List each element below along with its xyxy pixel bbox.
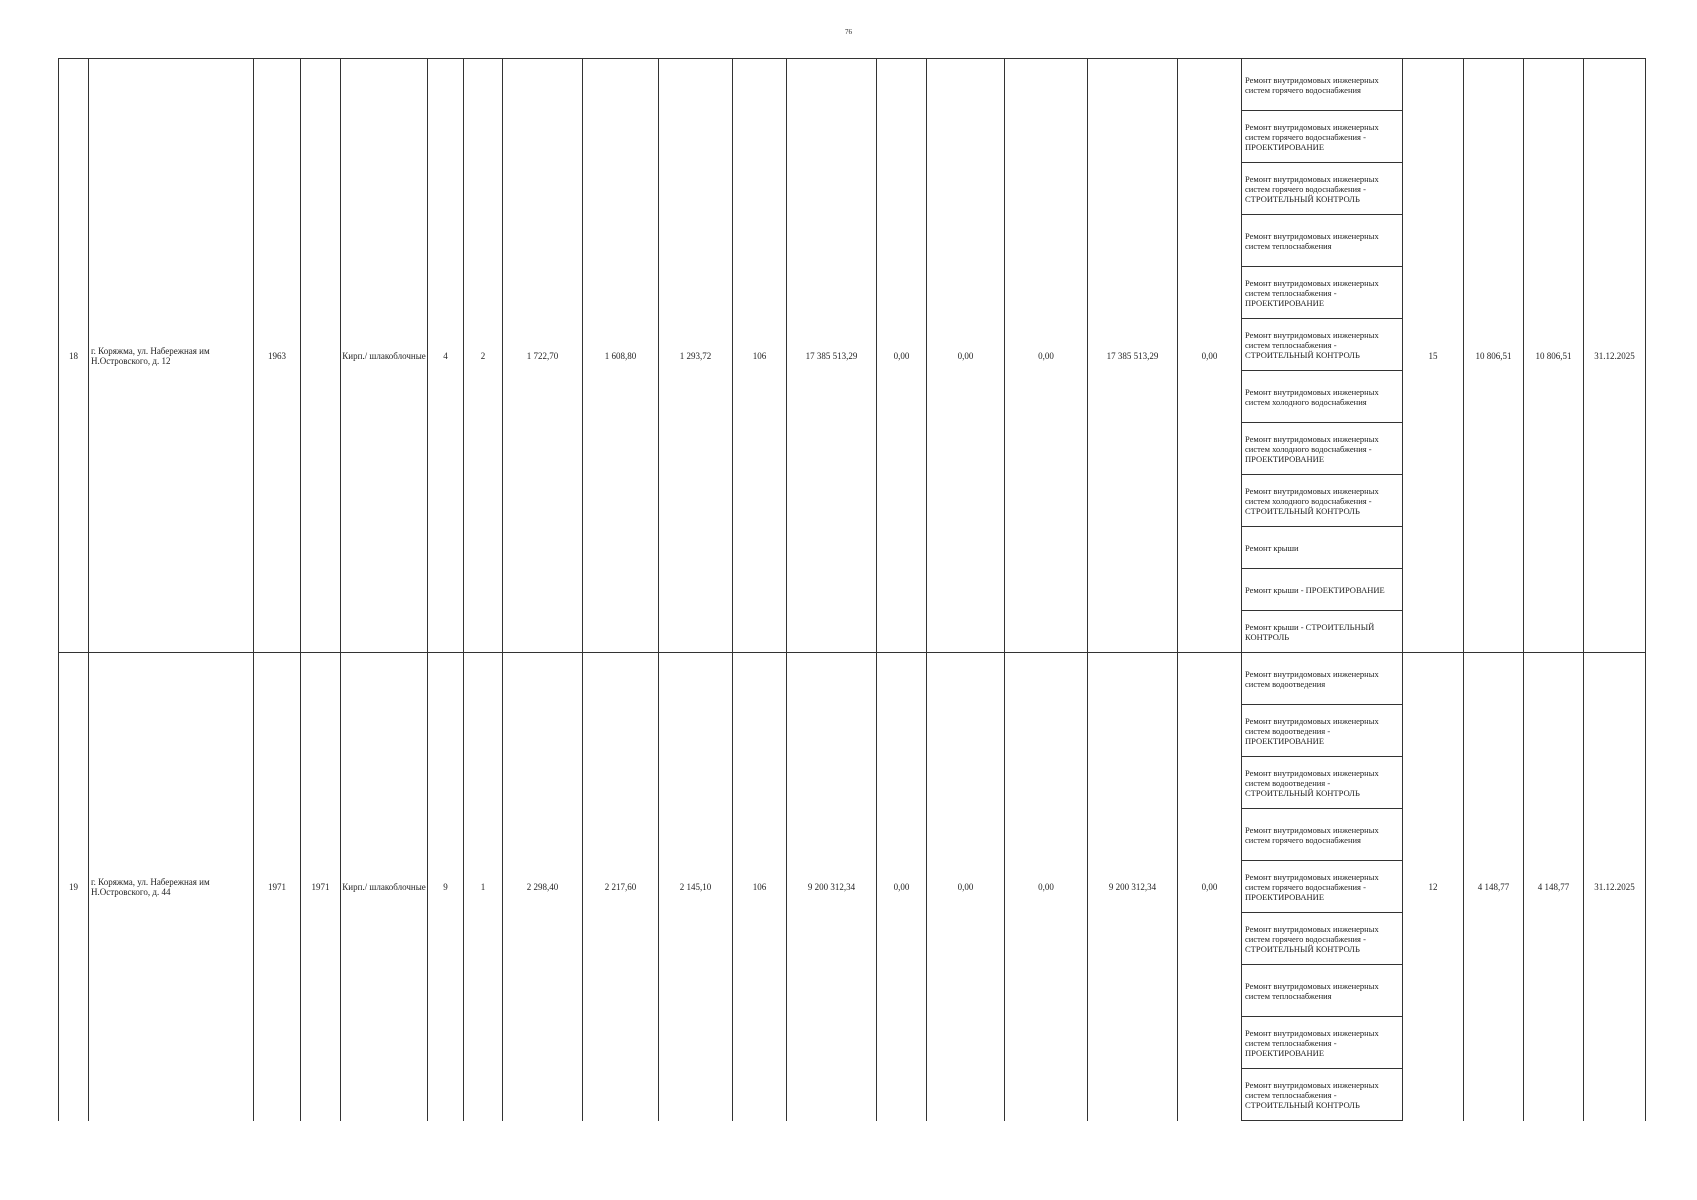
cost-fund-cell: 0,00 [877, 653, 927, 1121]
wall-material-cell: Кирп./ шлакоблочные [341, 653, 428, 1121]
work-type-cell: Ремонт внутридомовых инженерных систем теплоснабжения [1242, 965, 1403, 1017]
year-overhaul-cell [301, 59, 341, 653]
row-number-cell: 18 [59, 59, 89, 653]
residents-count-cell: 106 [733, 59, 787, 653]
address-cell: г. Коряжма, ул. Набережная им Н.Островского, д. 12 [89, 59, 254, 653]
year-built-cell: 1971 [254, 653, 301, 1121]
work-type-cell: Ремонт внутридомовых инженерных систем теплоснабжения [1242, 215, 1403, 267]
capital-repair-register-table [58, 58, 1646, 1121]
premises-area-cell: 2 217,60 [583, 653, 659, 1121]
row-number-cell: 19 [59, 653, 89, 1121]
total-area-cell: 1 722,70 [503, 59, 583, 653]
unit-cost-limit-cell: 10 806,51 [1524, 59, 1584, 653]
work-type-cell: Ремонт внутридомовых инженерных систем горячего водоснабжения [1242, 809, 1403, 861]
work-type-cell: Ремонт внутридомовых инженерных систем теплоснабжения - ПРОЕКТИРОВАНИЕ [1242, 267, 1403, 319]
work-type-cell: Ремонт крыши - СТРОИТЕЛЬНЫЙ КОНТРОЛЬ [1242, 611, 1403, 653]
work-type-cell: Ремонт внутридомовых инженерных систем горячего водоснабжения - СТРОИТЕЛЬНЫЙ КОНТРОЛЬ [1242, 913, 1403, 965]
cost-other-cell: 0,00 [1178, 653, 1242, 1121]
cost-owners-cell: 9 200 312,34 [1088, 653, 1178, 1121]
unit-cost-cell: 4 148,77 [1464, 653, 1524, 1121]
residential-area-cell: 1 293,72 [659, 59, 733, 653]
unit-cost-limit-cell: 4 148,77 [1524, 653, 1584, 1121]
work-type-cell: Ремонт внутридомовых инженерных систем холодного водоснабжения - ПРОЕКТИРОВАНИЕ [1242, 423, 1403, 475]
cost-local-cell: 0,00 [1005, 59, 1088, 653]
work-type-cell: Ремонт внутридомовых инженерных систем водоотведения - ПРОЕКТИРОВАНИЕ [1242, 705, 1403, 757]
work-type-cell: Ремонт внутридомовых инженерных систем горячего водоснабжения [1242, 59, 1403, 111]
cost-local-cell: 0,00 [1005, 653, 1088, 1121]
work-type-cell: Ремонт внутридомовых инженерных систем горячего водоснабжения - СТРОИТЕЛЬНЫЙ КОНТРОЛЬ [1242, 163, 1403, 215]
work-type-cell: Ремонт внутридомовых инженерных систем теплоснабжения - СТРОИТЕЛЬНЫЙ КОНТРОЛЬ [1242, 319, 1403, 371]
wall-material-cell: Кирп./ шлакоблочные [341, 59, 428, 653]
cost-regional-cell: 0,00 [927, 59, 1005, 653]
total-area-cell: 2 298,40 [503, 653, 583, 1121]
works-count-cell: 15 [1403, 59, 1464, 653]
cost-owners-cell: 17 385 513,29 [1088, 59, 1178, 653]
deadline-cell: 31.12.2025 [1584, 59, 1646, 653]
residents-count-cell: 106 [733, 653, 787, 1121]
unit-cost-cell: 10 806,51 [1464, 59, 1524, 653]
premises-area-cell: 1 608,80 [583, 59, 659, 653]
work-type-cell: Ремонт внутридомовых инженерных систем водоотведения - СТРОИТЕЛЬНЫЙ КОНТРОЛЬ [1242, 757, 1403, 809]
cost-regional-cell: 0,00 [927, 653, 1005, 1121]
total-cost-cell: 9 200 312,34 [787, 653, 877, 1121]
floors-count-cell: 9 [428, 653, 464, 1121]
works-count-cell: 12 [1403, 653, 1464, 1121]
year-overhaul-cell: 1971 [301, 653, 341, 1121]
work-type-cell: Ремонт крыши [1242, 527, 1403, 569]
work-type-cell: Ремонт внутридомовых инженерных систем холодного водоснабжения - СТРОИТЕЛЬНЫЙ КОНТРОЛЬ [1242, 475, 1403, 527]
work-type-cell: Ремонт внутридомовых инженерных систем горячего водоснабжения - ПРОЕКТИРОВАНИЕ [1242, 111, 1403, 163]
work-type-cell: Ремонт внутридомовых инженерных систем водоотведения [1242, 653, 1403, 705]
year-built-cell: 1963 [254, 59, 301, 653]
work-type-cell: Ремонт внутридомовых инженерных систем холодного водоснабжения [1242, 371, 1403, 423]
page-number: 76 [845, 28, 852, 36]
table-row [59, 59, 1646, 111]
work-type-cell: Ремонт внутридомовых инженерных систем теплоснабжения - СТРОИТЕЛЬНЫЙ КОНТРОЛЬ [1242, 1069, 1403, 1121]
address-cell: г. Коряжма, ул. Набережная им Н.Островского, д. 44 [89, 653, 254, 1121]
entrances-count-cell: 2 [464, 59, 503, 653]
work-type-cell: Ремонт внутридомовых инженерных систем горячего водоснабжения - ПРОЕКТИРОВАНИЕ [1242, 861, 1403, 913]
entrances-count-cell: 1 [464, 653, 503, 1121]
cost-other-cell: 0,00 [1178, 59, 1242, 653]
floors-count-cell: 4 [428, 59, 464, 653]
residential-area-cell: 2 145,10 [659, 653, 733, 1121]
table-row [59, 653, 1646, 705]
cost-fund-cell: 0,00 [877, 59, 927, 653]
deadline-cell: 31.12.2025 [1584, 653, 1646, 1121]
work-type-cell: Ремонт внутридомовых инженерных систем теплоснабжения - ПРОЕКТИРОВАНИЕ [1242, 1017, 1403, 1069]
total-cost-cell: 17 385 513,29 [787, 59, 877, 653]
work-type-cell: Ремонт крыши - ПРОЕКТИРОВАНИЕ [1242, 569, 1403, 611]
